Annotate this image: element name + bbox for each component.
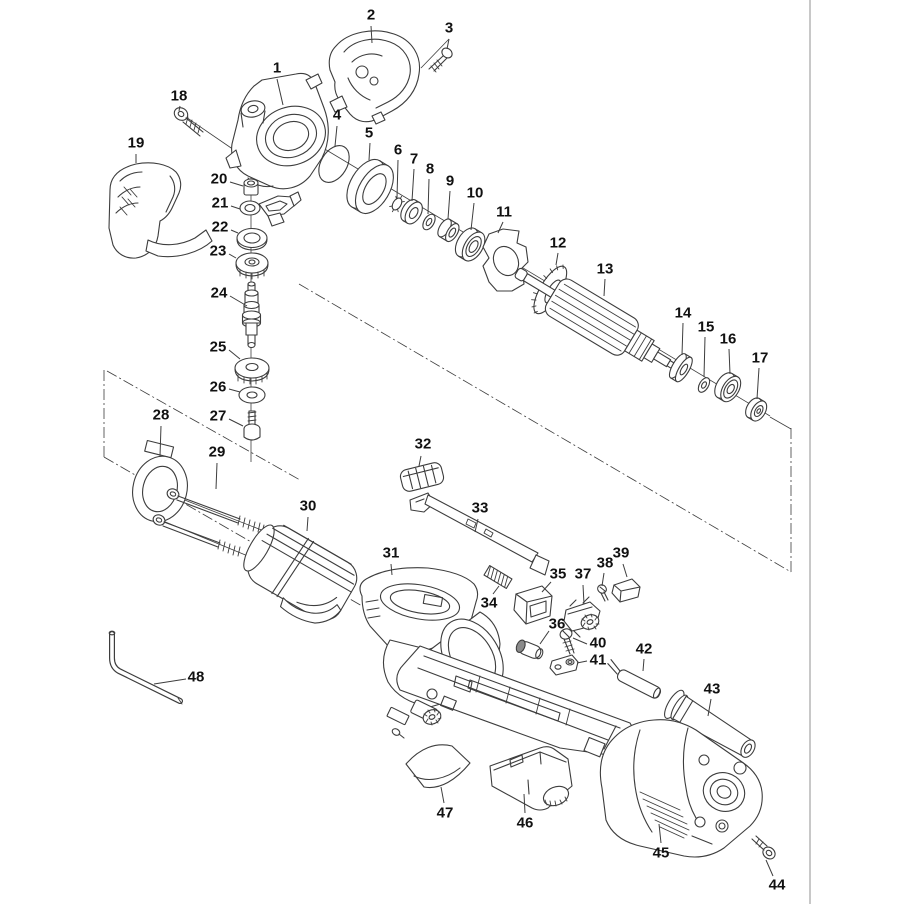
part-label-31: 31 xyxy=(382,544,400,562)
part-label-2: 2 xyxy=(366,6,376,24)
leader-line-32 xyxy=(419,456,421,466)
leader-line-24 xyxy=(230,296,247,306)
part-label-15: 15 xyxy=(697,318,715,336)
leader-line-42 xyxy=(643,659,644,671)
part-label-7: 7 xyxy=(409,150,419,168)
leader-line-43 xyxy=(708,699,711,716)
leader-line-23 xyxy=(229,254,236,258)
leader-line-31 xyxy=(391,564,392,575)
part-label-28: 28 xyxy=(152,406,170,424)
part-label-23: 23 xyxy=(209,242,227,260)
part-label-20: 20 xyxy=(210,170,228,188)
leader-line-17 xyxy=(757,368,759,399)
part-label-12: 12 xyxy=(549,234,567,252)
leader-line-40 xyxy=(573,638,587,644)
part-label-4: 4 xyxy=(332,106,342,124)
leader-line-44 xyxy=(766,860,773,876)
part-label-45: 45 xyxy=(652,844,670,862)
leader-line-13 xyxy=(604,279,605,296)
part-label-36: 36 xyxy=(548,615,566,633)
leader-line-41 xyxy=(577,661,587,663)
part-label-37: 37 xyxy=(574,565,592,583)
part-label-26: 26 xyxy=(209,378,227,396)
leader-line-39 xyxy=(623,564,627,577)
leader-line-27 xyxy=(229,419,243,426)
leader-line-45 xyxy=(659,824,661,843)
part-label-21: 21 xyxy=(211,194,229,212)
leader-line-14 xyxy=(682,323,683,355)
leader-line-21 xyxy=(231,206,240,209)
leader-line-22 xyxy=(231,230,238,233)
part-label-8: 8 xyxy=(425,160,435,178)
leader-line-5 xyxy=(369,143,370,160)
part-label-42: 42 xyxy=(635,640,653,658)
leader-line-4 xyxy=(335,126,337,146)
part-label-48: 48 xyxy=(187,668,205,686)
leader-line-15 xyxy=(704,337,705,377)
part-label-9: 9 xyxy=(445,172,455,190)
leader-line-20 xyxy=(230,182,243,186)
part-label-17: 17 xyxy=(751,349,769,367)
part-label-35: 35 xyxy=(549,565,567,583)
part-label-44: 44 xyxy=(768,876,786,894)
part-label-32: 32 xyxy=(414,435,432,453)
leader-line-34 xyxy=(493,586,499,594)
leader-line-36 xyxy=(540,631,549,644)
leader-line-3 xyxy=(447,39,449,49)
leader-line-2 xyxy=(371,26,372,43)
leader-line-1 xyxy=(277,79,283,105)
part-label-11: 11 xyxy=(496,203,512,221)
part-label-43: 43 xyxy=(703,680,721,698)
leader-line-9 xyxy=(448,191,450,219)
part-label-24: 24 xyxy=(210,284,228,302)
leader-line-10 xyxy=(471,203,474,230)
part-label-25: 25 xyxy=(209,338,227,356)
leader-line-47 xyxy=(441,787,444,803)
part-label-27: 27 xyxy=(209,407,227,425)
part-label-46: 46 xyxy=(516,814,534,832)
part-label-14: 14 xyxy=(674,304,692,322)
part-label-29: 29 xyxy=(208,443,226,461)
part-label-16: 16 xyxy=(719,330,737,348)
part-label-30: 30 xyxy=(299,497,317,515)
part-label-19: 19 xyxy=(127,134,145,152)
leader-line-11 xyxy=(498,222,503,233)
leader-line-33 xyxy=(475,519,478,532)
part-label-3: 3 xyxy=(444,19,454,37)
leader-line-46 xyxy=(524,794,525,813)
part-label-5: 5 xyxy=(364,124,374,142)
part-label-38: 38 xyxy=(596,554,614,572)
part-label-18: 18 xyxy=(170,87,188,105)
leader-line-30 xyxy=(307,517,308,531)
part-label-40: 40 xyxy=(589,634,607,652)
leader-line-18 xyxy=(179,106,180,111)
leader-line-37 xyxy=(583,585,584,604)
part-label-41: 41 xyxy=(589,651,607,669)
part-label-1: 1 xyxy=(272,59,282,77)
leader-line-6 xyxy=(397,160,398,198)
part-label-34: 34 xyxy=(480,594,498,612)
leader-line-12 xyxy=(556,253,558,265)
leader-line-29 xyxy=(216,463,217,489)
leader-line-35 xyxy=(542,582,551,592)
part-label-22: 22 xyxy=(211,218,229,236)
part-label-33: 33 xyxy=(471,499,489,517)
leader-line-38 xyxy=(602,573,604,586)
part-label-13: 13 xyxy=(596,260,614,278)
leader-line-16 xyxy=(729,349,730,374)
leader-line-28 xyxy=(160,426,161,456)
leader-line-7 xyxy=(412,169,414,201)
leader-line-48 xyxy=(154,679,186,684)
leader-line-25 xyxy=(229,350,240,359)
part-label-10: 10 xyxy=(466,184,484,202)
part-label-39: 39 xyxy=(612,544,630,562)
part-label-6: 6 xyxy=(393,141,403,159)
part-label-47: 47 xyxy=(436,804,454,822)
leader-line-8 xyxy=(428,179,429,214)
leader-line-26 xyxy=(229,389,240,392)
